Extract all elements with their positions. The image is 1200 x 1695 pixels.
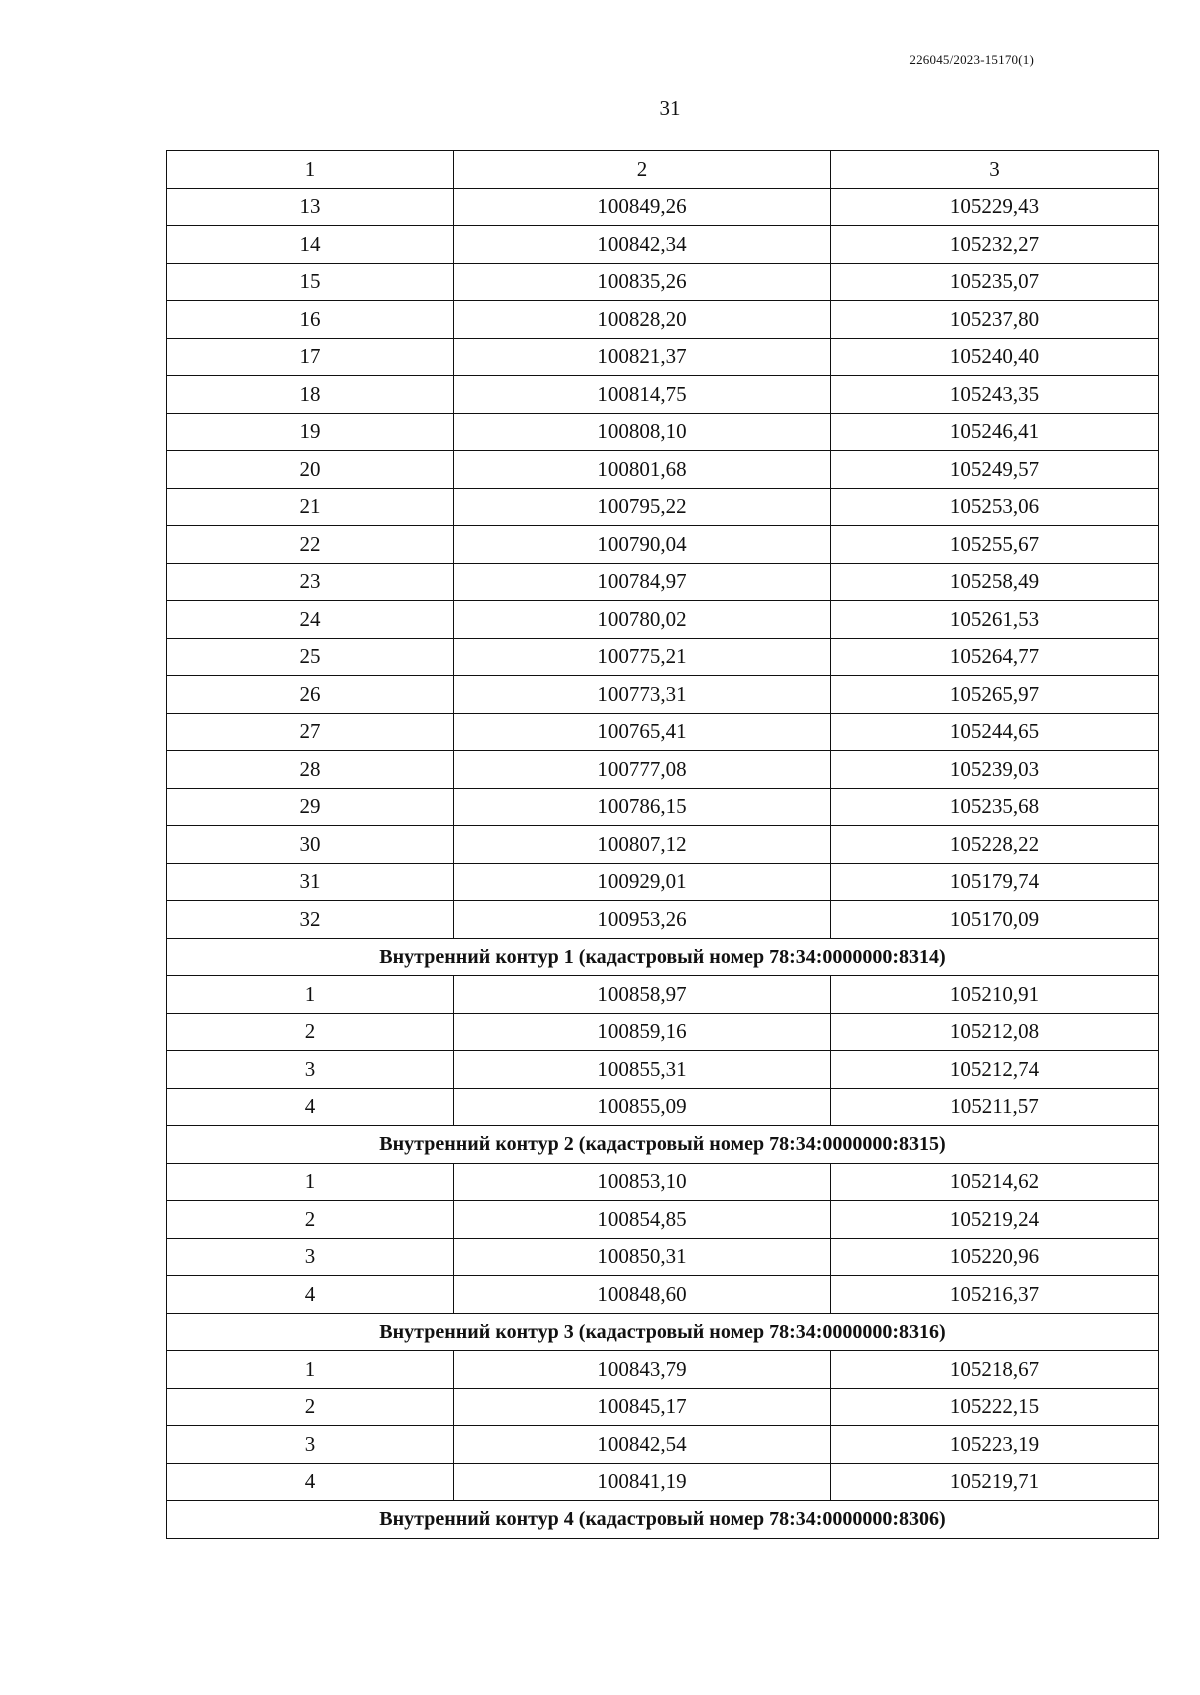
y-coordinate-cell: 105219,24 bbox=[831, 1201, 1159, 1239]
x-coordinate-cell: 100835,26 bbox=[454, 263, 831, 301]
table-row bbox=[167, 1426, 1159, 1464]
section-title: Внутренний контур 1 (кадастровый номер 78:34:0000000:8314) bbox=[167, 938, 1159, 976]
page-number: 31 bbox=[659, 96, 681, 120]
y-coordinate-cell: 105210,91 bbox=[831, 976, 1159, 1014]
x-coordinate-cell: 100848,60 bbox=[454, 1276, 831, 1314]
x-coordinate-cell: 100795,22 bbox=[454, 488, 831, 526]
y-coordinate-cell: 105179,74 bbox=[831, 863, 1159, 901]
x-coordinate-cell: 100842,34 bbox=[454, 226, 831, 264]
x-coordinate-cell: 100850,31 bbox=[454, 1238, 831, 1276]
x-coordinate-cell: 100807,12 bbox=[454, 826, 831, 864]
y-coordinate-cell: 105244,65 bbox=[831, 713, 1159, 751]
x-coordinate-cell: 100858,97 bbox=[454, 976, 831, 1014]
y-coordinate-cell: 105237,80 bbox=[831, 301, 1159, 339]
point-number-cell: 29 bbox=[167, 788, 454, 826]
x-coordinate-cell: 100765,41 bbox=[454, 713, 831, 751]
table-row bbox=[167, 676, 1159, 714]
point-number-cell: 24 bbox=[167, 601, 454, 639]
y-coordinate-cell: 105249,57 bbox=[831, 451, 1159, 489]
x-coordinate-cell: 100814,75 bbox=[454, 376, 831, 414]
x-coordinate-cell: 100790,04 bbox=[454, 526, 831, 564]
y-coordinate-cell: 105220,96 bbox=[831, 1238, 1159, 1276]
x-coordinate-cell: 100780,02 bbox=[454, 601, 831, 639]
table-row bbox=[167, 1013, 1159, 1051]
point-number-cell: 3 bbox=[167, 1426, 454, 1464]
x-coordinate-cell: 100845,17 bbox=[454, 1388, 831, 1426]
table-row bbox=[167, 338, 1159, 376]
y-coordinate-cell: 105219,71 bbox=[831, 1463, 1159, 1501]
point-number-cell: 27 bbox=[167, 713, 454, 751]
point-number-cell: 1 bbox=[167, 1351, 454, 1389]
table-row bbox=[167, 976, 1159, 1014]
x-coordinate-cell: 100821,37 bbox=[454, 338, 831, 376]
x-coordinate-cell: 100775,21 bbox=[454, 638, 831, 676]
point-number-cell: 1 bbox=[167, 1163, 454, 1201]
point-number-cell: 2 bbox=[167, 1201, 454, 1239]
table-row bbox=[167, 601, 1159, 639]
table-row bbox=[167, 901, 1159, 939]
point-number-cell: 17 bbox=[167, 338, 454, 376]
point-number-cell: 20 bbox=[167, 451, 454, 489]
table-row bbox=[167, 488, 1159, 526]
point-number-cell: 1 bbox=[167, 976, 454, 1014]
y-coordinate-cell: 105170,09 bbox=[831, 901, 1159, 939]
table-row bbox=[167, 1051, 1159, 1089]
x-coordinate-cell: 100853,10 bbox=[454, 1163, 831, 1201]
y-coordinate-cell: 105240,40 bbox=[831, 338, 1159, 376]
point-number-cell: 31 bbox=[167, 863, 454, 901]
x-coordinate-cell: 100841,19 bbox=[454, 1463, 831, 1501]
point-number-cell: 16 bbox=[167, 301, 454, 339]
point-number-cell: 4 bbox=[167, 1088, 454, 1126]
table-row bbox=[167, 751, 1159, 789]
point-number-cell: 15 bbox=[167, 263, 454, 301]
x-coordinate-cell: 100855,09 bbox=[454, 1088, 831, 1126]
table-row bbox=[167, 863, 1159, 901]
y-coordinate-cell: 105239,03 bbox=[831, 751, 1159, 789]
point-number-cell: 23 bbox=[167, 563, 454, 601]
y-coordinate-cell: 105258,49 bbox=[831, 563, 1159, 601]
section-title: Внутренний контур 3 (кадастровый номер 78:34:0000000:8316) bbox=[167, 1313, 1159, 1351]
y-coordinate-cell: 105264,77 bbox=[831, 638, 1159, 676]
y-coordinate-cell: 105235,68 bbox=[831, 788, 1159, 826]
table-row bbox=[167, 826, 1159, 864]
table-row bbox=[167, 1463, 1159, 1501]
y-coordinate-cell: 105255,67 bbox=[831, 526, 1159, 564]
point-number-cell: 4 bbox=[167, 1276, 454, 1314]
point-number-cell: 28 bbox=[167, 751, 454, 789]
x-coordinate-cell: 100773,31 bbox=[454, 676, 831, 714]
x-coordinate-cell: 100929,01 bbox=[454, 863, 831, 901]
y-coordinate-cell: 105235,07 bbox=[831, 263, 1159, 301]
section-title-row bbox=[167, 1126, 1159, 1164]
y-coordinate-cell: 105243,35 bbox=[831, 376, 1159, 414]
table-row bbox=[167, 301, 1159, 339]
y-coordinate-cell: 105212,08 bbox=[831, 1013, 1159, 1051]
point-number-cell: 25 bbox=[167, 638, 454, 676]
y-coordinate-cell: 105222,15 bbox=[831, 1388, 1159, 1426]
point-number-cell: 13 bbox=[167, 188, 454, 226]
x-coordinate-cell: 100855,31 bbox=[454, 1051, 831, 1089]
table-row bbox=[167, 1163, 1159, 1201]
section-title-row bbox=[167, 1501, 1159, 1539]
table-row bbox=[167, 413, 1159, 451]
table-row bbox=[167, 713, 1159, 751]
y-coordinate-cell: 105211,57 bbox=[831, 1088, 1159, 1126]
point-number-cell: 2 bbox=[167, 1388, 454, 1426]
table-header-row bbox=[167, 151, 1159, 189]
y-coordinate-cell: 105223,19 bbox=[831, 1426, 1159, 1464]
y-coordinate-cell: 105216,37 bbox=[831, 1276, 1159, 1314]
point-number-cell: 2 bbox=[167, 1013, 454, 1051]
y-coordinate-cell: 105261,53 bbox=[831, 601, 1159, 639]
section-title-row bbox=[167, 1313, 1159, 1351]
point-number-cell: 18 bbox=[167, 376, 454, 414]
coordinates-table-body bbox=[167, 151, 1159, 1539]
point-number-cell: 4 bbox=[167, 1463, 454, 1501]
column-header-2: 2 bbox=[454, 151, 831, 189]
y-coordinate-cell: 105265,97 bbox=[831, 676, 1159, 714]
table-row bbox=[167, 526, 1159, 564]
section-title: Внутренний контур 2 (кадастровый номер 78:34:0000000:8315) bbox=[167, 1126, 1159, 1164]
table-row bbox=[167, 638, 1159, 676]
point-number-cell: 21 bbox=[167, 488, 454, 526]
y-coordinate-cell: 105218,67 bbox=[831, 1351, 1159, 1389]
y-coordinate-cell: 105229,43 bbox=[831, 188, 1159, 226]
table-row bbox=[167, 226, 1159, 264]
table-row bbox=[167, 1351, 1159, 1389]
y-coordinate-cell: 105253,06 bbox=[831, 488, 1159, 526]
x-coordinate-cell: 100842,54 bbox=[454, 1426, 831, 1464]
x-coordinate-cell: 100777,08 bbox=[454, 751, 831, 789]
column-header-3: 3 bbox=[831, 151, 1159, 189]
x-coordinate-cell: 100828,20 bbox=[454, 301, 831, 339]
table-row bbox=[167, 1276, 1159, 1314]
x-coordinate-cell: 100843,79 bbox=[454, 1351, 831, 1389]
point-number-cell: 22 bbox=[167, 526, 454, 564]
table-row bbox=[167, 376, 1159, 414]
x-coordinate-cell: 100786,15 bbox=[454, 788, 831, 826]
y-coordinate-cell: 105232,27 bbox=[831, 226, 1159, 264]
y-coordinate-cell: 105228,22 bbox=[831, 826, 1159, 864]
y-coordinate-cell: 105246,41 bbox=[831, 413, 1159, 451]
x-coordinate-cell: 100784,97 bbox=[454, 563, 831, 601]
table-row bbox=[167, 263, 1159, 301]
column-header-1: 1 bbox=[167, 151, 454, 189]
table-row bbox=[167, 188, 1159, 226]
table-row bbox=[167, 788, 1159, 826]
document-registration-number: 226045/2023-15170(1) bbox=[909, 52, 1034, 67]
x-coordinate-cell: 100849,26 bbox=[454, 188, 831, 226]
point-number-cell: 14 bbox=[167, 226, 454, 264]
table-row bbox=[167, 1238, 1159, 1276]
x-coordinate-cell: 100854,85 bbox=[454, 1201, 831, 1239]
y-coordinate-cell: 105212,74 bbox=[831, 1051, 1159, 1089]
point-number-cell: 3 bbox=[167, 1238, 454, 1276]
point-number-cell: 3 bbox=[167, 1051, 454, 1089]
x-coordinate-cell: 100953,26 bbox=[454, 901, 831, 939]
table-row bbox=[167, 1088, 1159, 1126]
section-title-row bbox=[167, 938, 1159, 976]
table-row bbox=[167, 451, 1159, 489]
table-row bbox=[167, 1388, 1159, 1426]
point-number-cell: 30 bbox=[167, 826, 454, 864]
point-number-cell: 19 bbox=[167, 413, 454, 451]
y-coordinate-cell: 105214,62 bbox=[831, 1163, 1159, 1201]
x-coordinate-cell: 100859,16 bbox=[454, 1013, 831, 1051]
x-coordinate-cell: 100801,68 bbox=[454, 451, 831, 489]
section-title: Внутренний контур 4 (кадастровый номер 78:34:0000000:8306) bbox=[167, 1501, 1159, 1539]
table-row bbox=[167, 1201, 1159, 1239]
table-row bbox=[167, 563, 1159, 601]
point-number-cell: 26 bbox=[167, 676, 454, 714]
coordinates-table bbox=[166, 150, 1159, 1539]
x-coordinate-cell: 100808,10 bbox=[454, 413, 831, 451]
point-number-cell: 32 bbox=[167, 901, 454, 939]
